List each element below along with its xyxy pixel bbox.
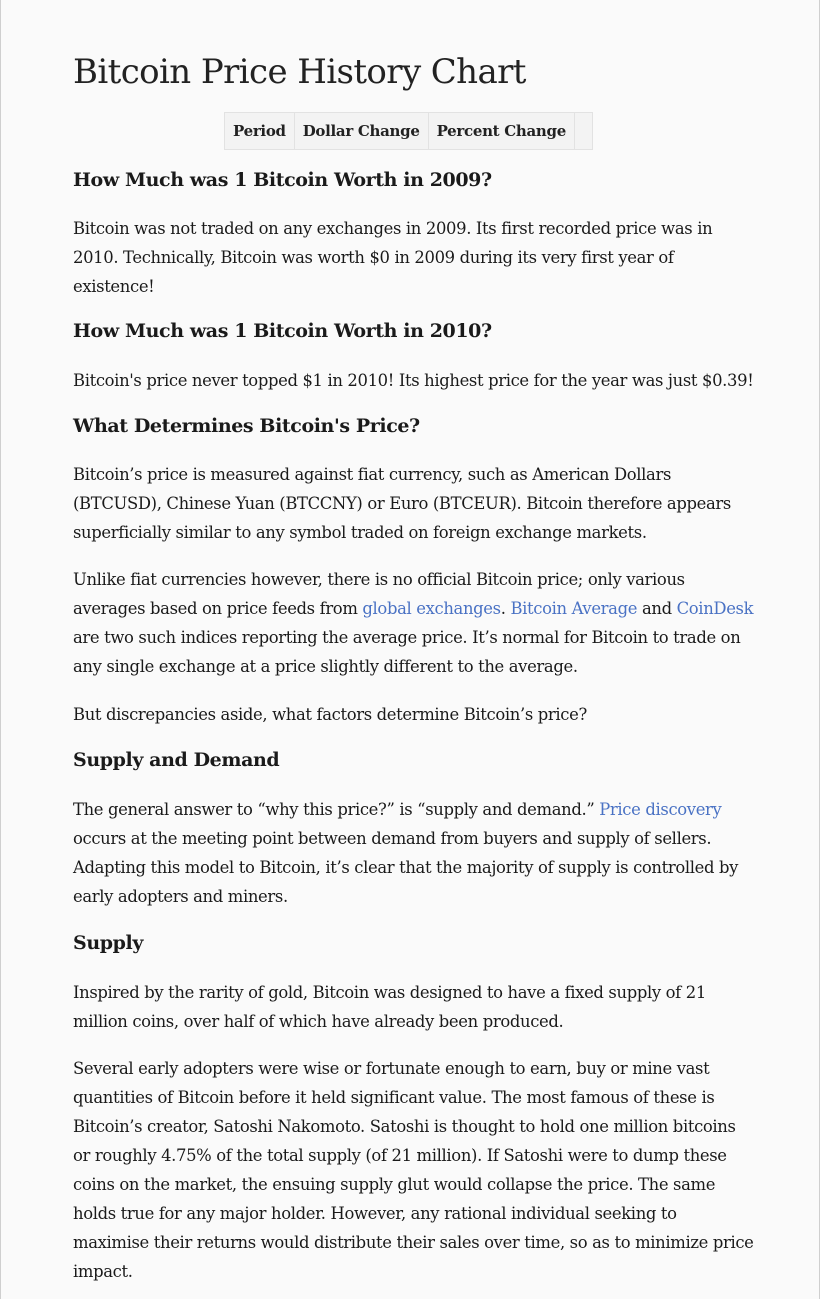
price-history-table-wrap bbox=[224, 112, 593, 150]
paragraph-line: quantities of Bitcoin before it held significant value. The most famous of these is bbox=[73, 1088, 715, 1107]
paragraph-line: Bitcoin's price never topped $1 in 2010! Its highest price for the year was just $0.39! bbox=[73, 371, 754, 390]
text-run: averages based on price feeds from bbox=[73, 599, 363, 618]
paragraph-line: are two such indices reporting the average price. It’s normal for Bitcoin to trade on bbox=[73, 628, 741, 647]
paragraph-line: Unlike fiat currencies however, there is no official Bitcoin price; only various bbox=[73, 570, 685, 589]
paragraph-discrepancies bbox=[73, 700, 763, 729]
paragraph-line: maximise their returns would distribute their sales over time, so as to minimize price bbox=[73, 1233, 754, 1252]
paragraph-line: or roughly 4.75% of the total supply (of 21 million). If Satoshi were to dump these bbox=[73, 1146, 727, 1165]
paragraph-2009 bbox=[73, 214, 763, 301]
paragraph-line: any single exchange at a price slightly different to the average. bbox=[73, 657, 578, 676]
column-header-percent-change[interactable]: Percent Change bbox=[428, 113, 574, 150]
heading-supply: Supply bbox=[73, 932, 143, 954]
column-header-dollar-change[interactable]: Dollar Change bbox=[294, 113, 428, 150]
paragraph-2010 bbox=[73, 366, 763, 395]
text-run: The general answer to “why this price?” is “supply and demand.” bbox=[73, 800, 600, 819]
heading-2010: How Much was 1 Bitcoin Worth in 2010? bbox=[73, 320, 492, 342]
paragraph-line: million coins, over half of which have already been produced. bbox=[73, 1012, 564, 1031]
price-discovery-link[interactable]: Price discovery bbox=[599, 800, 722, 819]
paragraph-line: Adapting this model to Bitcoin, it’s clear that the majority of supply is controlled by bbox=[73, 858, 739, 877]
paragraph-line: impact. bbox=[73, 1262, 133, 1281]
paragraph-line: Several early adopters were wise or fortunate enough to earn, buy or mine vast bbox=[73, 1059, 710, 1078]
column-header-period[interactable]: Period bbox=[225, 113, 295, 150]
paragraph-line: existence! bbox=[73, 277, 155, 296]
paragraph-inspired-by-gold bbox=[73, 978, 763, 1036]
paragraph-line: superficially similar to any symbol traded on foreign exchange markets. bbox=[73, 523, 647, 542]
paragraph-line bbox=[73, 594, 763, 623]
paragraph-line: Inspired by the rarity of gold, Bitcoin was designed to have a fixed supply of 21 bbox=[73, 983, 706, 1002]
price-history-table bbox=[224, 112, 593, 150]
paragraph-line: (BTCUSD), Chinese Yuan (BTCCNY) or Euro (BTCEUR). Bitcoin therefore appears bbox=[73, 494, 731, 513]
heading-supply-and-demand: Supply and Demand bbox=[73, 749, 280, 771]
paragraph-line: early adopters and miners. bbox=[73, 887, 288, 906]
page-title: Bitcoin Price History Chart bbox=[73, 52, 526, 92]
paragraph-line: Bitcoin’s price is measured against fiat currency, such as American Dollars bbox=[73, 465, 672, 484]
bitcoin-average-link[interactable]: Bitcoin Average bbox=[510, 599, 638, 618]
paragraph-line: 2010. Technically, Bitcoin was worth $0 in 2009 during its very first year of bbox=[73, 248, 674, 267]
paragraph-price-measured bbox=[73, 460, 763, 547]
global-exchanges-link[interactable]: global exchanges bbox=[362, 599, 501, 618]
paragraph-line: Bitcoin’s creator, Satoshi Nakomoto. Satoshi is thought to hold one million bitcoins bbox=[73, 1117, 736, 1136]
paragraph-line: holds true for any major holder. However, any rational individual seeking to bbox=[73, 1204, 677, 1223]
paragraph-line: Bitcoin was not traded on any exchanges in 2009. Its first recorded price was in bbox=[73, 219, 713, 238]
paragraph-line: coins on the market, the ensuing supply glut would collapse the price. The same bbox=[73, 1175, 716, 1194]
coindesk-link[interactable]: CoinDesk bbox=[676, 599, 754, 618]
table-header-row bbox=[225, 113, 593, 150]
paragraph-no-official-price bbox=[73, 565, 763, 681]
text-run: and bbox=[637, 599, 677, 618]
paragraph-early-adopters bbox=[73, 1054, 763, 1286]
column-header-empty bbox=[574, 113, 592, 150]
paragraph-line: But discrepancies aside, what factors determine Bitcoin’s price? bbox=[73, 705, 587, 724]
heading-what-determines-price: What Determines Bitcoin's Price? bbox=[73, 415, 420, 437]
paragraph-general-answer bbox=[73, 795, 763, 911]
text-run: . bbox=[500, 599, 511, 618]
paragraph-line: occurs at the meeting point between demand from buyers and supply of sellers. bbox=[73, 829, 712, 848]
paragraph-line bbox=[73, 795, 763, 824]
heading-2009: How Much was 1 Bitcoin Worth in 2009? bbox=[73, 169, 492, 191]
